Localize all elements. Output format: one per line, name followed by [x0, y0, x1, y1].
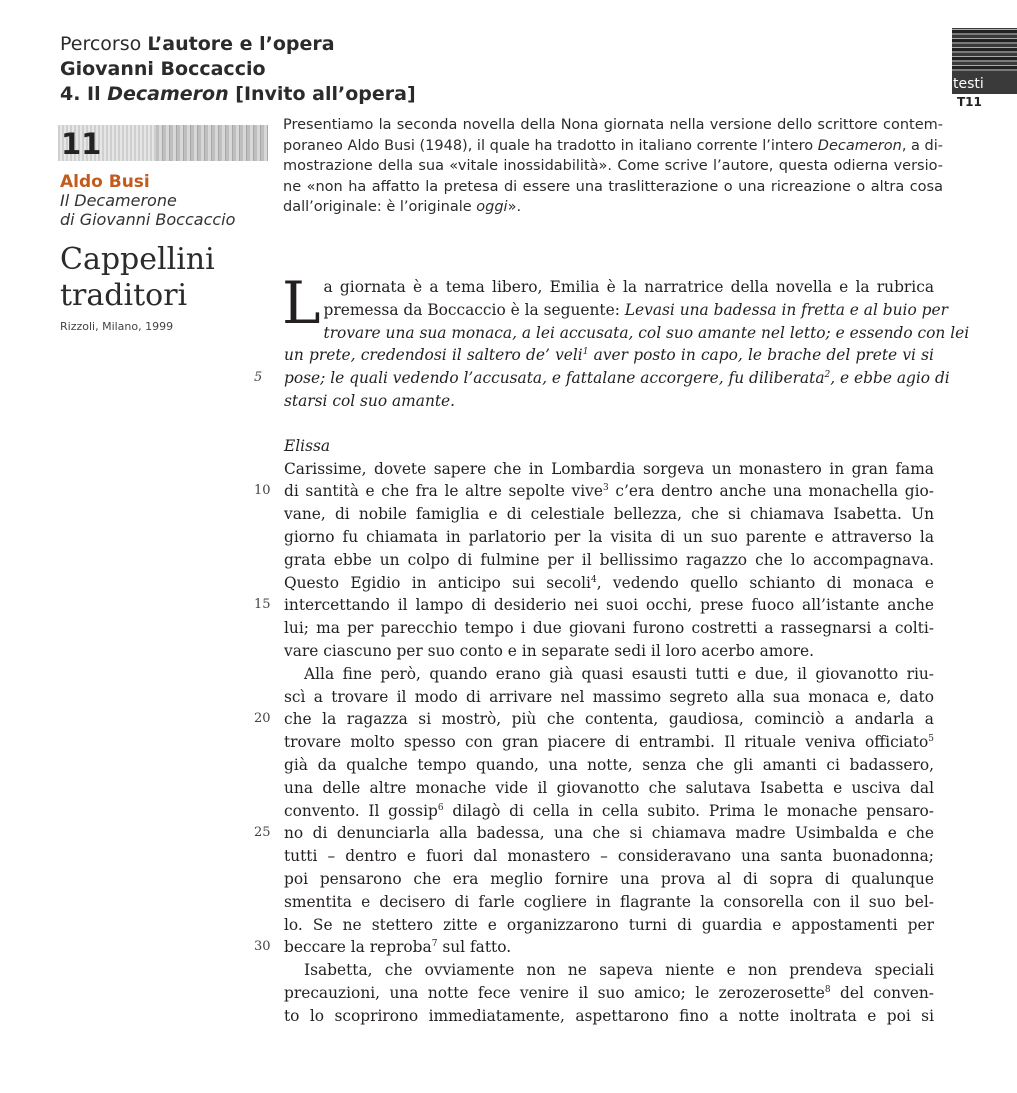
text-line: Carissime, dovete sapere che in Lombardia sorgeva un monastero in gran fama [284, 459, 934, 478]
intro-text: poraneo Aldo Busi (1948), il quale ha tradotto in italiano corrente l’intero [283, 137, 818, 154]
text-plain: che la ragazza si mostrò, più che contenta, gaudiosa, cominciò a andarla a [284, 710, 934, 729]
breadcrumb-section [60, 83, 416, 105]
intro-italic: Decameron [817, 137, 902, 154]
intro-text: ». [507, 199, 522, 215]
text-line [254, 936, 934, 959]
text-line [254, 822, 934, 845]
line-number: 20 [254, 711, 271, 727]
text-plain: precauzioni, una notte fece venire il suo amico; le zerozerosette [284, 983, 825, 1002]
text-line: vare ciascuno per suo conto e in separate sedi il loro acerbo amore. [284, 641, 815, 660]
footnote-ref[interactable]: 7 [431, 939, 438, 950]
work-title-line1: Il Decamerone [60, 191, 177, 210]
text-line: lo. Se ne stettero zitte e organizzarono turni di guardia e appostamenti per [284, 915, 934, 934]
text-plain: del conven- [830, 983, 934, 1002]
text-plain: trovare molto spesso con gran piacere di entrambi. Il rituale veniva officiato [284, 733, 929, 752]
footnote-ref[interactable]: 1 [582, 347, 589, 358]
text-line [284, 344, 934, 367]
text-plain: premessa da Boccaccio è la seguente: [323, 300, 625, 319]
author-name: Aldo Busi [60, 172, 150, 192]
text-line: lui; ma per parecchio tempo i due giovani furono costretti a rassegnarsi a colti- [284, 619, 934, 638]
text-plain: c’era dentro anche una monachella gio- [608, 482, 934, 501]
text-plain: no di denunciarla alla badessa, una che si chiamava madre Usimbalda e che [284, 824, 934, 843]
footnote-ref[interactable]: 8 [824, 984, 831, 995]
text-line [254, 480, 934, 503]
text-line: giorno fu chiamata in parlatorio per la visita di un suo parente e attraverso la [284, 527, 934, 546]
text-italic: Levasi una badessa in fretta e al buio per [624, 300, 948, 319]
text-plain: convento. Il gossip [284, 801, 438, 820]
side-tab-texture [952, 28, 1017, 74]
text-line: smentita e decisero di farle cogliere in flagrante la consorella con il suo bel- [284, 892, 934, 911]
text-line: to lo scoprirono immediatamente, aspettarono fino a notte inoltrata e poi si [284, 1006, 934, 1025]
intro-text: , a di- [901, 137, 944, 154]
novella-text [254, 269, 970, 1028]
text-line [254, 594, 934, 617]
text-line: a giornata è a tema libero, Emilia è la narratrice della novella e la rubrica [323, 278, 934, 296]
intro-line: Presentiamo la seconda novella della Nona giornata nella versione dello scrittore contem- [283, 117, 943, 133]
section-prefix: 4. Il [60, 83, 108, 105]
drop-cap: L [282, 269, 321, 337]
text-line: vane, di nobile famiglia e di celestiale bellezza, che si chiamava Isabetta. Un [284, 505, 934, 524]
text-line: tutti – dentro e fuori dal monastero – consideravano una santa buonadonna; [284, 847, 934, 866]
publisher-info: Rizzoli, Milano, 1999 [60, 320, 174, 333]
text-line [284, 572, 934, 595]
intro-line: ne «non ha affatto la pretesa di essere una traslitterazione o una ricreazione o altra cosa [283, 178, 943, 195]
breadcrumb-title: L’autore e l’opera [147, 33, 335, 55]
text-line: una delle altre monache vide il giovanotto che salutava Isabetta e usciva dal [284, 778, 934, 797]
line-number: 15 [254, 597, 271, 613]
intro-line: mostrazione della sua «vitale inossidabilità». Come scrive l’autore, questa odierna versio- [283, 158, 943, 174]
text-plain: sul fatto. [437, 938, 512, 957]
speaker-name: Elissa [284, 436, 331, 455]
intro-text: dall’originale: è l’originale [283, 199, 477, 215]
text-line [254, 367, 950, 390]
text-plain: dilagò di cella in cella subito. Prima le monache pensaro- [443, 801, 935, 820]
section-suffix: [Invito all’opera] [228, 83, 416, 105]
intro-italic: oggi [476, 199, 508, 215]
breadcrumb-percorso [60, 33, 335, 55]
text-number: 11 [61, 127, 102, 161]
text-line [284, 800, 934, 823]
text-italic: pose; le quali vedendo l’accusata, e fattalane accorgere, fu diliberata [284, 369, 825, 388]
text-line [254, 708, 934, 731]
book-title-line1: Cappellini [60, 242, 215, 277]
text-line [284, 982, 934, 1005]
footnote-ref[interactable]: 5 [928, 734, 934, 745]
text-line [284, 731, 934, 754]
breadcrumb-author: Giovanni Boccaccio [60, 58, 266, 80]
line-number: 25 [254, 825, 271, 841]
book-title-line2: traditori [60, 278, 188, 313]
text-italic: aver posto in capo, le brache del prete vi si [588, 346, 934, 365]
footnote-ref[interactable]: 6 [437, 802, 444, 813]
line-number: 30 [254, 939, 271, 955]
text-plain: Questo Egidio in anticipo sui secoli [284, 573, 591, 592]
intro-line [283, 136, 943, 157]
footnote-ref[interactable]: 3 [602, 483, 609, 494]
text-italic: un prete, credendosi il saltero de’ veli [284, 346, 583, 365]
work-title-line2: di Giovanni Boccaccio [60, 210, 236, 229]
text-line: Isabetta, che ovviamente non ne sapeva niente e non prendeva speciali [304, 961, 934, 980]
footnote-ref[interactable]: 4 [590, 574, 597, 585]
intro-line [283, 197, 943, 218]
footnote-ref[interactable]: 2 [824, 370, 831, 381]
badge-texture [156, 125, 268, 161]
book-title [60, 242, 270, 314]
work-title [60, 191, 270, 229]
text-line: trovare una sua monaca, a lei accusata, col suo amante nel letto; e essendo con lei [323, 323, 970, 342]
breadcrumb-prefix: Percorso [60, 33, 148, 55]
paragraph-gap [284, 413, 934, 435]
text-plain: , vedendo quello schianto di monaca e [596, 573, 934, 592]
text-line: starsi col suo amante. [284, 391, 456, 410]
section-italic: Decameron [107, 83, 229, 105]
text-line: poi pensarono che era meglio fornire una prova al di sopra di qualunque [284, 869, 934, 888]
line-number: 10 [254, 483, 271, 499]
intro-paragraph [283, 115, 943, 218]
text-line: scì a trovare il modo di arrivare nel massimo segreto alla sua monaca e, dato [284, 687, 934, 706]
text-plain: di santità e che fra le altre sepolte vive [284, 482, 603, 501]
line-number: 5 [254, 370, 263, 386]
text-line: Alla fine però, quando erano già quasi esausti tutti e due, il giovanotto riu- [304, 664, 934, 683]
text-line: già da qualche tempo quando, una notte, senza che gli amanti ci badassero, [284, 755, 934, 774]
text-plain: intercettando il lampo di desiderio nei suoi occhi, prese fuoco all’istante anche [284, 596, 934, 615]
text-line [284, 299, 948, 322]
text-italic: , e ebbe agio di [830, 369, 950, 388]
side-tab-label: testi [953, 76, 984, 92]
text-plain: beccare la reproba [284, 938, 432, 957]
text-code: T11 [957, 95, 982, 109]
text-line: grata ebbe un colpo di fulmine per il bellissimo ragazzo che lo accompagnava. [284, 550, 934, 569]
